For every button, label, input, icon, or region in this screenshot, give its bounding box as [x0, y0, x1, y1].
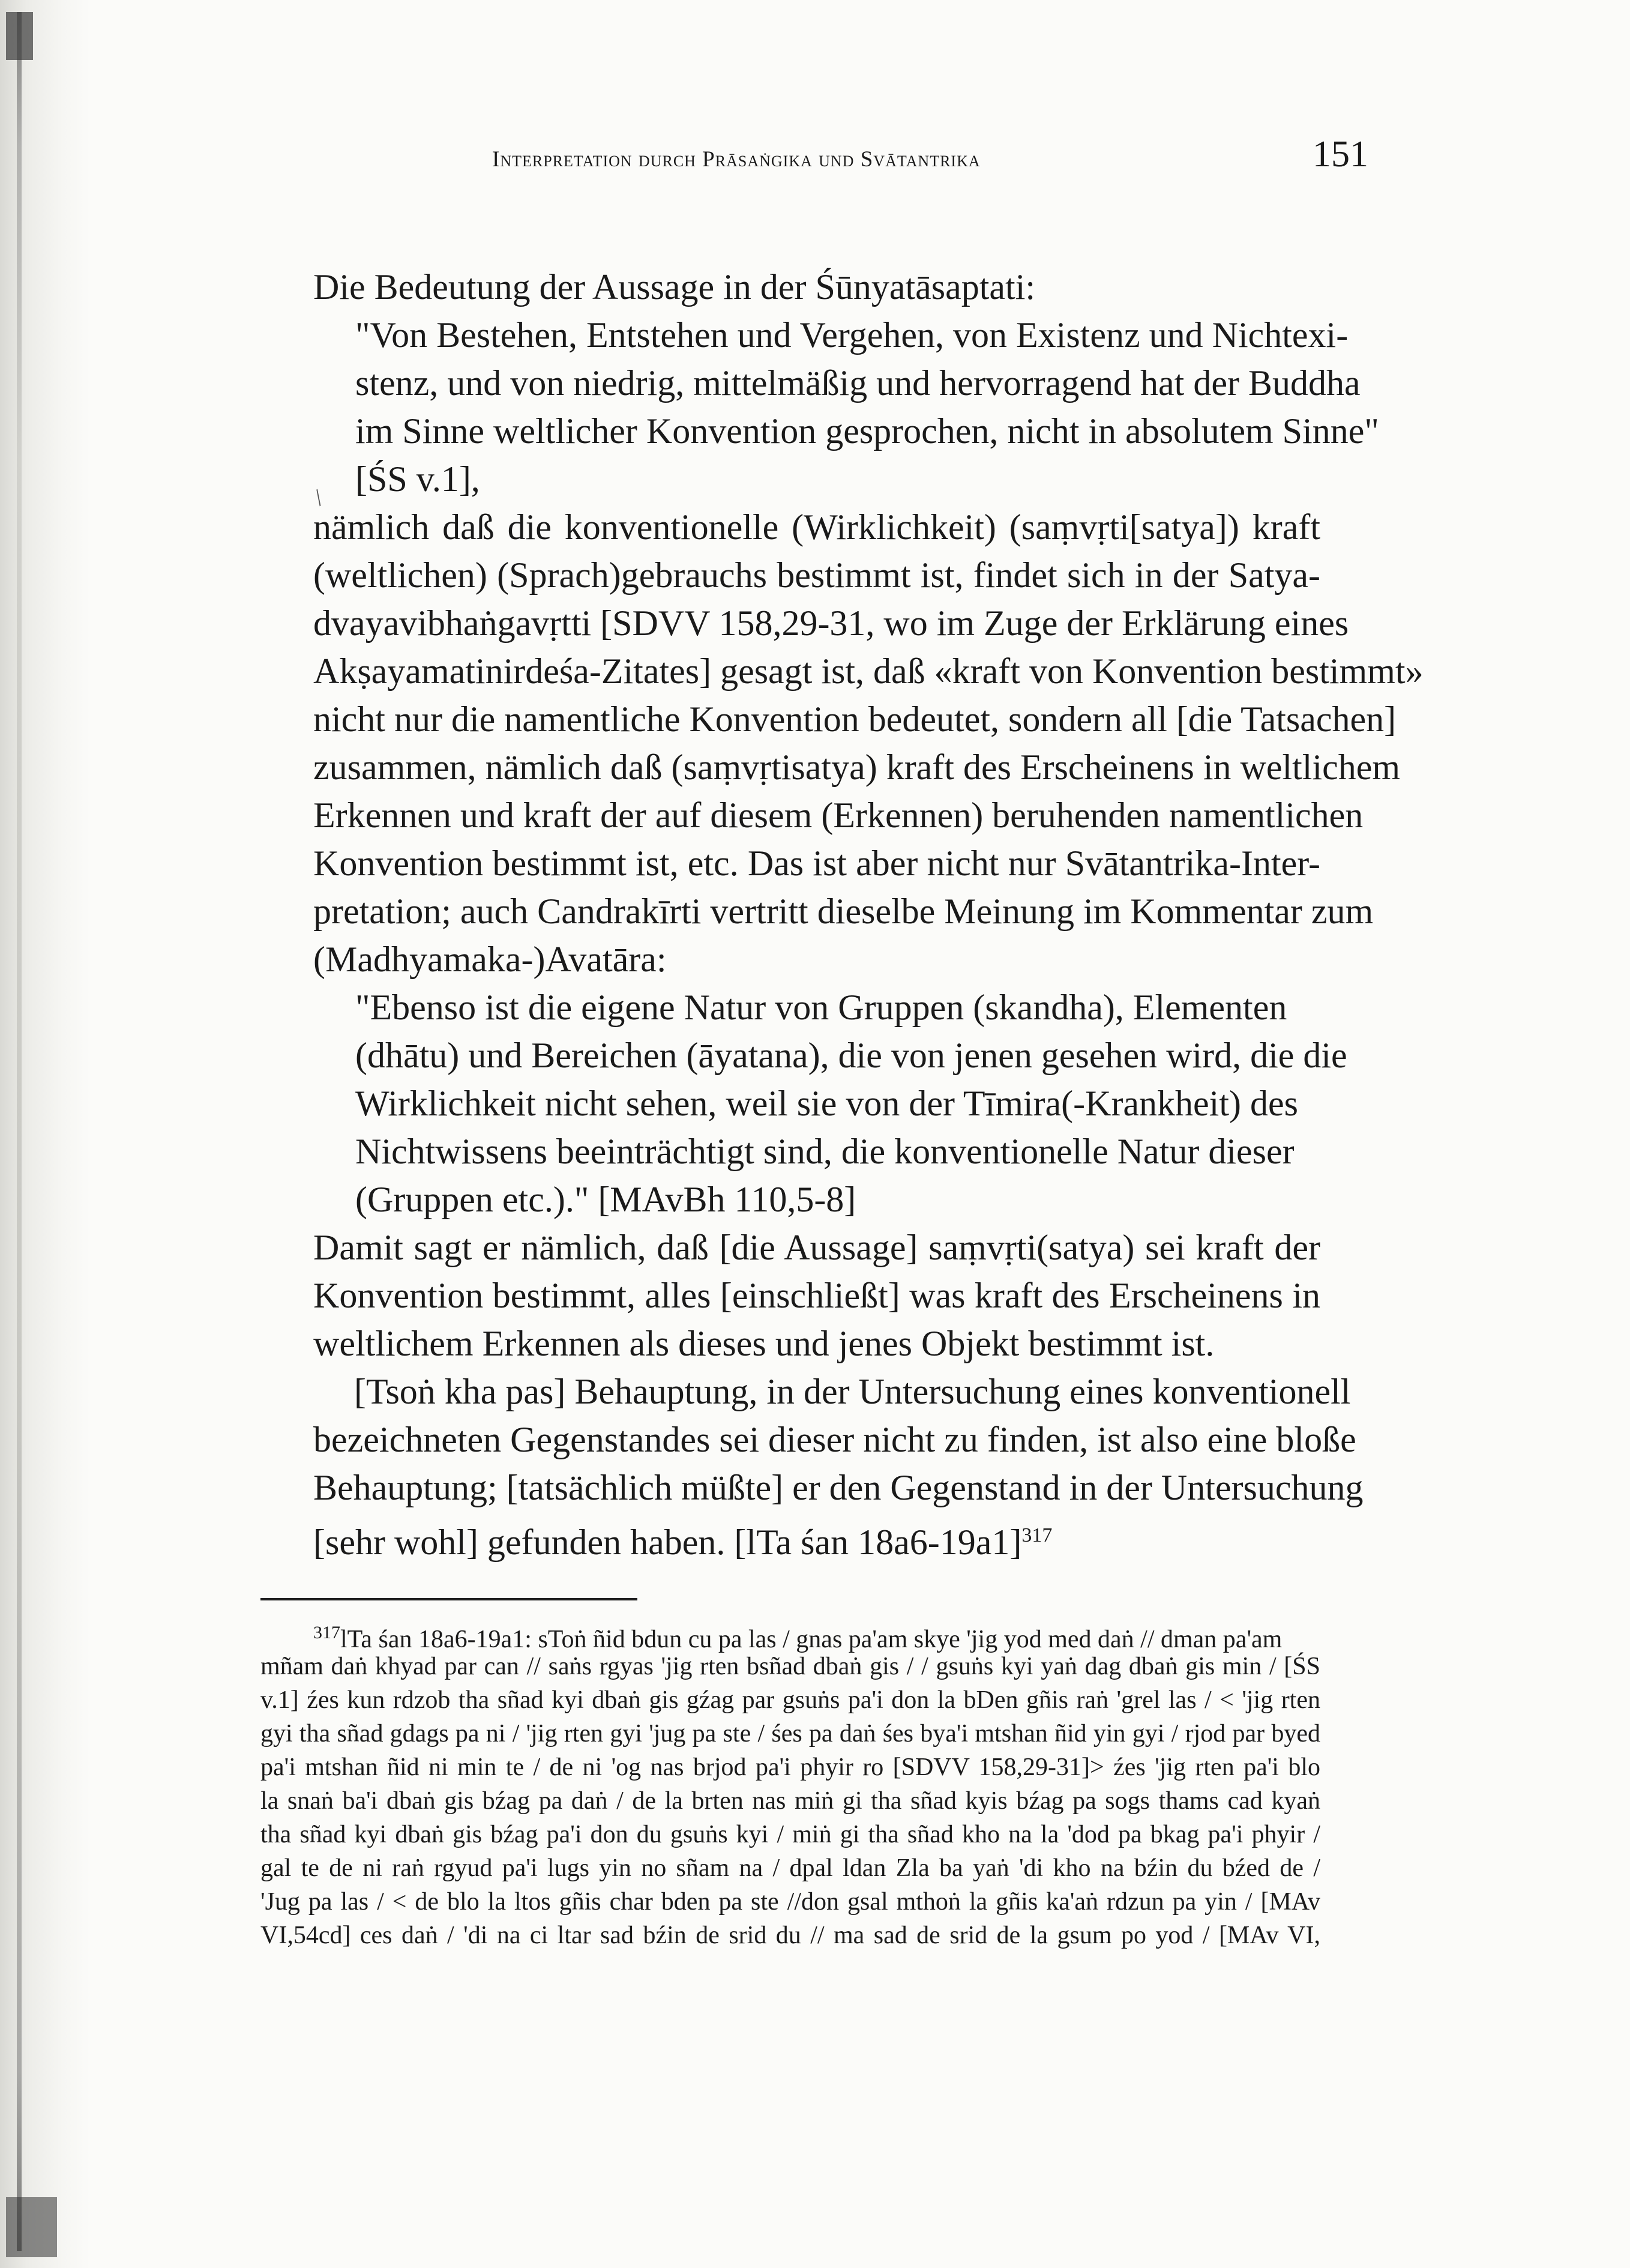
- footnote-line: lTa śan 18a6-19a1: sToṅ ñid bdun cu pa las / gnas pa'am skye 'jig yod med daṅ // dman pa'am: [340, 1626, 1283, 1653]
- body-line: Konvention bestimmt ist, etc. Das ist aber nicht nur Svātantrika-Inter-: [313, 843, 1320, 883]
- footnote-marker[interactable]: 317: [1021, 1524, 1053, 1546]
- body-line: bezeichneten Gegenstandes sei dieser nicht zu finden, ist also eine bloße: [313, 1420, 1356, 1459]
- body-line: weltlichem Erkennen als dieses und jenes Objekt bestimmt ist.: [313, 1324, 1215, 1363]
- body-line: Behauptung; [tatsächlich müßte] er den Gegenstand in der Untersuchung: [313, 1468, 1364, 1507]
- page-number: 151: [1313, 134, 1368, 175]
- scan-binding-edge: [17, 12, 22, 2251]
- quote-line: Wirklichkeit nicht sehen, weil sie von der Tīmira(-Krankheit) des: [355, 1084, 1298, 1123]
- scan-binding-dark-bottom: [6, 2197, 57, 2257]
- footnote-line: gal te de ni raṅ rgyud pa'i lugs yin no sñam na / dpal ldan Zla ba yaṅ 'di kho na bźin du bźed de /: [260, 1854, 1320, 1882]
- scan-binding-dark-top: [6, 12, 33, 60]
- body-line: nämlich daß die konventionelle (Wirklichkeit) (saṃvṛti[satya]) kraft: [313, 507, 1320, 547]
- footnote-line: mñam daṅ khyad par can // saṅs rgyas 'jig rten bsñad dbaṅ gis / / gsuṅs kyi yaṅ dag dbaṅ gis min / [ŚS: [260, 1653, 1320, 1680]
- body-line: Erkennen und kraft der auf diesem (Erkennen) beruhenden namentlichen: [313, 795, 1364, 835]
- body-line-text: [sehr wohl] gefunden haben. [lTa śan 18a6-19a1]: [313, 1522, 1022, 1562]
- pencil-mark: /: [308, 484, 328, 511]
- footnote-number: 317: [313, 1623, 340, 1642]
- body-line: zusammen, nämlich daß (saṃvṛtisatya) kraft des Erscheinens in weltlichem: [313, 747, 1401, 787]
- body-line: [Tsoṅ kha pas] Behauptung, in der Untersuchung eines konventionell: [354, 1372, 1351, 1411]
- quote-line: [ŚS v.1],: [355, 459, 480, 499]
- body-line: nicht nur die namentliche Konvention bedeutet, sondern all [die Tatsachen]: [313, 699, 1397, 739]
- body-line: Die Bedeutung der Aussage in der Śūnyatāsaptati:: [313, 267, 1036, 307]
- quote-line: "Ebenso ist die eigene Natur von Gruppen (skandha), Elementen: [355, 988, 1287, 1027]
- body-line: [313, 1512, 1165, 1566]
- body-line: pretation; auch Candrakīrti vertritt dieselbe Meinung im Kommentar zum: [313, 891, 1374, 931]
- footnote-line: la snaṅ ba'i dbaṅ gis bźag pa daṅ / de la brten nas miṅ gi tha sñad kyis bźag pa sogs thams cad kyaṅ: [260, 1787, 1320, 1815]
- quote-line: (dhātu) und Bereichen (āyatana), die von jenen gesehen wird, die die: [355, 1036, 1347, 1075]
- footnote-line: VI,54cd] ces daṅ / 'di na ci ltar sad bźin de srid du // ma sad de srid de la gsum po yod / [MAv VI,: [260, 1922, 1320, 1949]
- body-line: (Madhyamaka-)Avatāra:: [313, 939, 667, 979]
- body-line: Akṣayamatinirdeśa-Zitates] gesagt ist, daß «kraft von Konvention bestimmt»: [313, 651, 1424, 691]
- quote-line: im Sinne weltlicher Konvention gesprochen, nicht in absolutem Sinne": [355, 411, 1379, 451]
- quote-line: "Von Bestehen, Entstehen und Vergehen, von Existenz und Nichtexi-: [355, 315, 1349, 355]
- quote-line: stenz, und von niedrig, mittelmäßig und hervorragend hat der Buddha: [355, 363, 1361, 403]
- footnote-line: tha sñad kyi dbaṅ gis bźag pa'i don du gsuṅs kyi / miṅ gi tha sñad kho na la 'dod pa bkag pa'i phyir /: [260, 1821, 1320, 1848]
- quote-line: Nichtwissens beeinträchtigt sind, die konventionelle Natur dieser: [355, 1132, 1295, 1171]
- quote-line: (Gruppen etc.)." [MAvBh 110,5-8]: [355, 1180, 856, 1219]
- running-title: Interpretation durch Prāsaṅgika und Svātantrika: [492, 147, 981, 172]
- running-head: [492, 133, 1368, 187]
- body-line: (weltlichen) (Sprach)gebrauchs bestimmt ist, findet sich in der Satya-: [313, 555, 1320, 595]
- scan-binding-shadow: [0, 0, 90, 2268]
- body-line: Damit sagt er nämlich, daß [die Aussage] saṃvṛti(satya) sei kraft der: [313, 1228, 1320, 1267]
- footnote-rule: [260, 1598, 637, 1600]
- footnote-line: v.1] źes kun rdzob tha sñad kyi dbaṅ gis gźag par gsuṅs pa'i don la bDen gñis raṅ 'grel las / < 'jig rten: [260, 1686, 1320, 1714]
- footnote-line: pa'i mtshan ñid ni min te / de ni 'og nas brjod pa'i phyir ro [SDVV 158,29-31]> źes 'jig rten pa'i blo: [260, 1754, 1320, 1781]
- footnote-line: gyi tha sñad gdags pa ni / 'jig rten gyi 'jug pa ste / śes pa daṅ śes bya'i mtshan ñid yin gyi / rjod par byed: [260, 1720, 1320, 1748]
- body-line: Konvention bestimmt, alles [einschließt] was kraft des Erscheinens in: [313, 1276, 1320, 1315]
- footnote-line: 'Jug pa las / < de blo la ltos gñis char bden pa ste //don gsal mthoṅ la gñis ka'aṅ rdzun pa yin / [MAv: [260, 1888, 1320, 1916]
- body-line: dvayavibhaṅgavṛtti [SDVV 158,29-31, wo im Zuge der Erklärung eines: [313, 603, 1349, 643]
